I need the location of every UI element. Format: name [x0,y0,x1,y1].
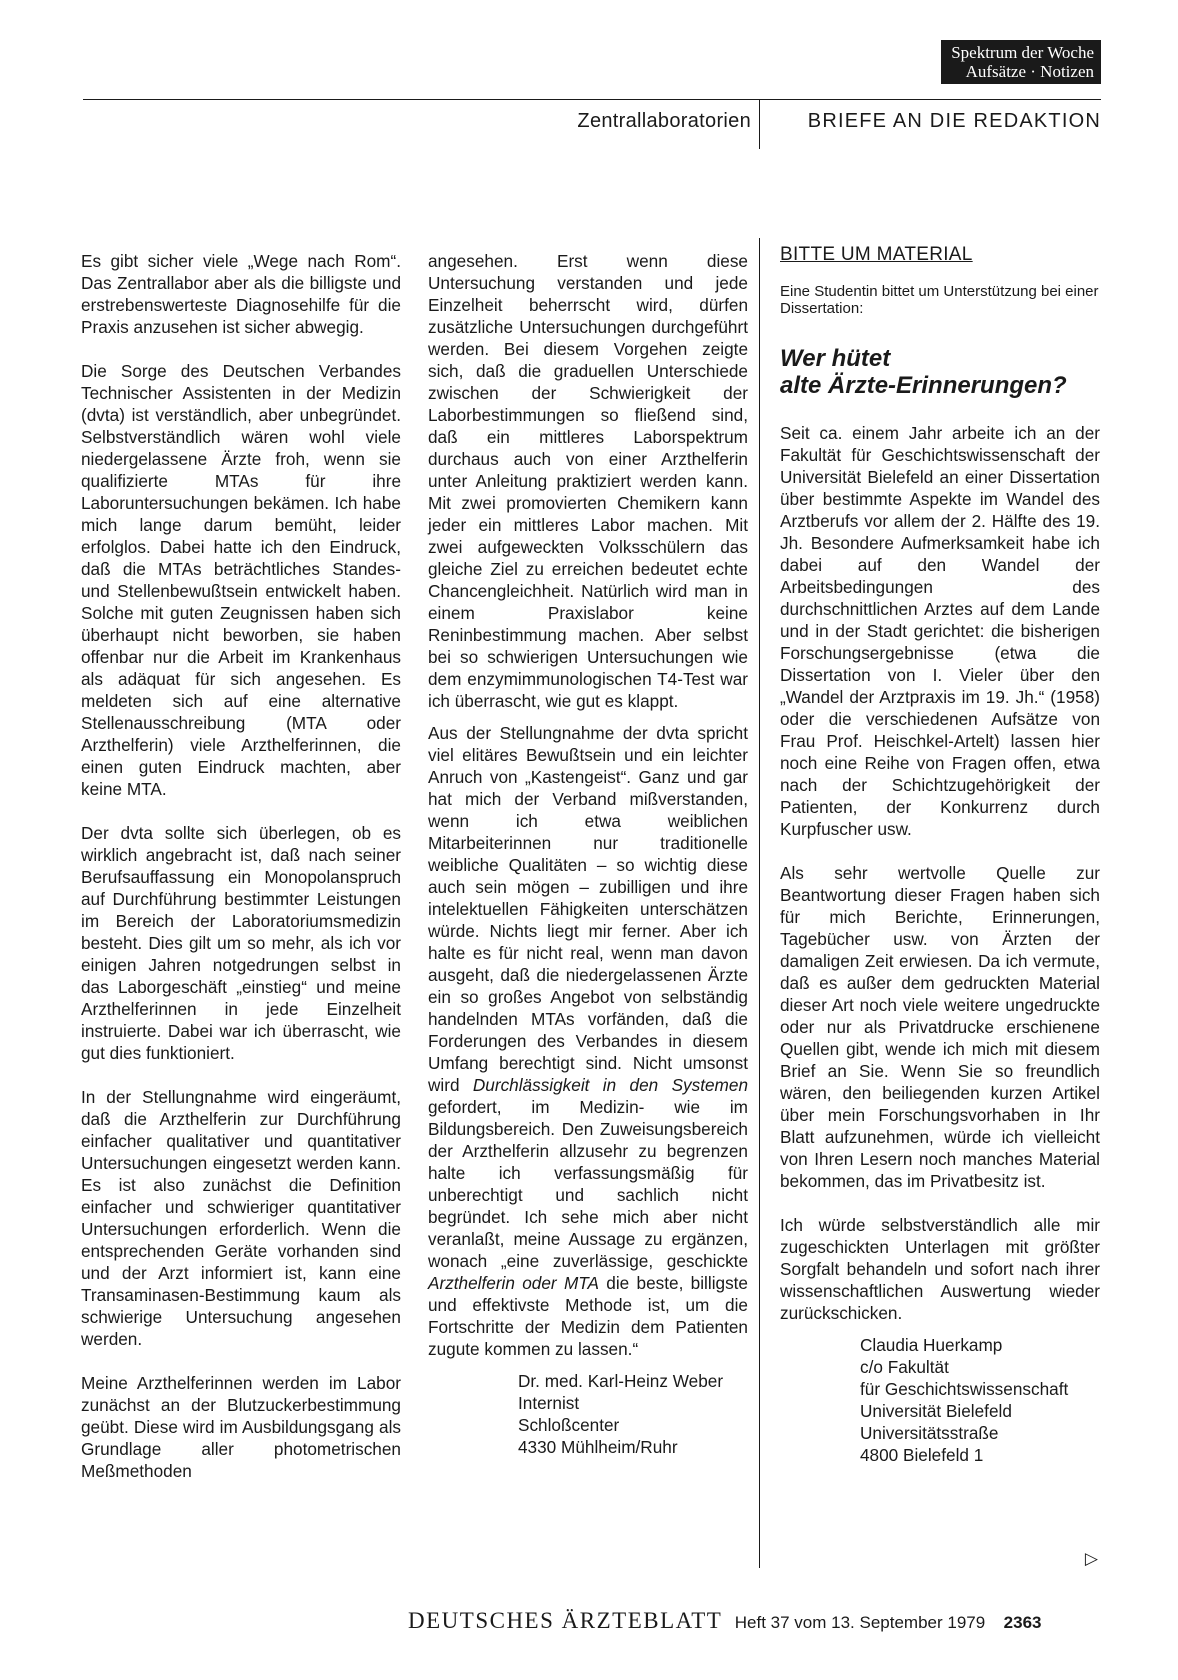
signature-line: Universität Bielefeld [860,1401,1012,1421]
continue-arrow-icon: ▷ [1084,1549,1098,1568]
signature-line: für Geschichtswissenschaft [860,1379,1069,1399]
letter2-paragraph-3: Ich würde selbstverständlich alle mir zugeschickten Unterlagen mit größter Sorgfalt behandeln und sofort nach ihrer wissenschaftlichen Auswertung wieder zurückschicken. [780,1215,1100,1323]
journal-name: DEUTSCHES ÄRZTEBLATT [408,1608,723,1633]
header-rule [83,99,1101,100]
letter1-column-2 [428,250,748,1458]
letter2-intro: Eine Studentin bittet um Unterstützung bei einer Dissertation: [780,283,1099,317]
p6-text-2: gefordert, im Medizin- wie im Bildungsbereich. Den Zuweisungsbereich der Arzthelferin allzusehr zu begrenzen halte ich verfassungsmäßig für unberechtigt und sachlich nicht begründet. Ich sehe mich aber nicht veranlaßt, meine Aussage zu ergänzen, wonach „eine zuverlässige, geschickte [428,1097,748,1271]
letter1-paragraph-1: Es gibt sicher viele „Wege nach Rom“. Das Zentrallabor aber als die billigste und erstrebenswerteste Diagnosehilfe für die Praxis anzusehen ist sicher abwegig. [81,251,401,337]
header-divider [759,99,760,149]
letter1-paragraph-5-cont: angesehen. Erst wenn diese Untersuchung verstanden und jede Einzelheit beherrscht wird, dürfen zusätzliche Untersuchungen durchgeführt werden. Bei diesem Vorgehen zeigte sich, daß die graduellen Unterschiede zwischen der Schwierigkeit der Laborbestimmungen so fließend sind, daß ein mittleres Laborspektrum durchaus auch von einer Arzthelferin unter Anleitung praktiziert werden kann. Mit zwei promovierten Chemikern kann jeder ein mittleres Labor machen. Mit zwei aufgeweckten Volksschülern das gleiche Ziel zu erreichen bedeutet echte Chancengleichheit. Natürlich wird man in einem Praxislabor keine Reninbestimmung machen. Aber selbst bei so schwierigen Untersuchungen wie dem enzymimmunologischen T4-Test war ich überrascht, wie gut es klappt. [428,251,748,711]
p6-italic-2: Arzthelferin oder MTA [428,1273,599,1293]
p6-italic-1: Durchlässigkeit in den Systemen [472,1075,748,1095]
letter1-paragraph-6 [428,722,748,1360]
signature-line: 4330 Mühlheim/Ruhr [518,1437,678,1457]
page-number: 2363 [1003,1613,1042,1632]
signature-line: Universitätsstraße [860,1423,999,1443]
letter2-column [780,422,1100,1466]
letter2-paragraph-2: Als sehr wertvolle Quelle zur Beantwortung dieser Fragen haben sich für mich Berichte, Erinnerungen, Tagebücher usw. von Ärzten der damaligen Zeit erwiesen. Da ich vermute, daß es außer dem gedruckten Material dieser Art noch viele weitere ungedruckte oder nur als Privatdrucke erschienene Quellen gibt, wende ich mich mit diesem Brief an Sie. Wenn Sie so freundlich wären, den beiliegenden kurzen Artikel über mein Forschungsvorhaben in Ihr Blatt aufzunehmen, würde ich vielleicht von Ihren Lesern noch manches Material bekommen, das im Privatbesitz ist. [780,863,1100,1191]
letter1-paragraph-2: Die Sorge des Deutschen Verbandes Technischer Assistenten in der Medizin (dvta) ist verständlich, aber unbegründet. Selbstverständlich wären wohl viele niedergelassene Ärzte froh, wenn sie qualifizierte MTAs für ihre Laboruntersuchungen bekämen. Ich habe mich lange darum bemüht, leider erfolglos. Dabei hatte ich den Eindruck, daß die MTAs beträchtliches Standes- und Stellenbewußtsein entwickelt haben. Solche mit guten Zeugnissen haben sich überhaupt nicht beworben, sie haben offenbar nur die Arbeit im Krankenhaus als adäquat für sich angesehen. Es meldeten sich auf eine alternative Stellenausschreibung (MTA oder Arzthelferin) viele Arzthelferinnen, die einen guten Eindruck machten, aber keine MTA. [81,361,401,799]
signature-line: c/o Fakultät [860,1357,949,1377]
signature-line: Claudia Huerkamp [860,1335,1003,1355]
letter1-paragraph-5: Meine Arzthelferinnen werden im Labor zunächst an der Blutzuckerbestimmung geübt. Diese wird im Ausbildungsgang als Grundlage aller photometrischen Meßmethoden [81,1373,401,1481]
letter2-headline [780,345,1100,399]
signature-line: Internist [518,1393,580,1413]
signature-line: Schloßcenter [518,1415,620,1435]
badge-line-2: Aufsätze · Notizen [965,62,1094,81]
p6-text-1: Aus der Stellungnahme der dvta spricht viel elitäres Bewußtsein und ein leichter Anruch von „Kastengeist“. Ganz und gar hat mich der Verband mißverstanden, wenn ich etwa weiblichen Mitarbeiterinnen nur traditionelle weibliche Qualitäten – so wichtig diese auch sein mögen – zubilligen und ihre intelektuellen Fähigkeiten unterschätzen würde. Nichts liegt mir ferner. Aber ich halte es für nicht real, wenn man davon ausgeht, daß die niedergelassenen Ärzte ein so großes Angebot von selbständig handelnden MTAs vorfänden, daß die Forderungen des Verbandes in diesem Umfang berechtigt sind. Nicht umsonst wird [428,723,748,1095]
page-footer [408,1608,1041,1634]
badge-line-1: Spektrum der Woche [951,43,1094,62]
letter2-signature [860,1334,1100,1466]
column-divider [759,238,760,1568]
letter2-paragraph-1: Seit ca. einem Jahr arbeite ich an der Fakultät für Geschichtswissenschaft der Universität Bielefeld an einer Dissertation über bestimmte Aspekte im Wandel des Arztberufs vor allem der 2. Hälfte des 19. Jh. Besondere Aufmerksamkeit habe ich dabei auf den Wandel der Arbeitsbedingungen des durchschnittlichen Arztes auf dem Lande und in der Stadt gerichtet: die bisherigen Forschungsergebnisse (etwa die Dissertation von I. Vieler über den „Wandel der Arztpraxis im 19. Jh.“ (1958) oder die verschiedenen Aufsätze von Frau Prof. Heischkel-Artelt) lassen hier noch eine Reihe von Fragen offen, etwa nach der Schichtzugehörigkeit der Patienten, der Konkurrenz durch Kurpfuscher usw. [780,423,1100,839]
letter1-paragraph-3: Der dvta sollte sich überlegen, ob es wirklich angebracht ist, daß nach seiner Berufsauffassung ein Monopolanspruch auf Durchführung bestimmter Leistungen im Bereich der Laboratoriumsmedizin besteht. Dies gilt um so mehr, als ich vor einigen Jahren notgedrungen selbst in das Laborgeschäft „einstieg“ und meine Arzthelferinnen in jede Einzelheit instruierte. Dabei war ich überrascht, wie gut dies funktioniert. [81,823,401,1063]
letter1-column-1 [81,250,401,1504]
letter1-paragraph-4: In der Stellungnahme wird eingeräumt, daß die Arzthelferin zur Durchführung einfacher qualitativer und quantitativer Untersuchungen eingesetzt werden kann. Es ist also zunächst die Definition einfacher und schwieriger quantitativer Untersuchungen erforderlich. Wenn die entsprechenden Geräte vorhanden sind und der Arzt informiert ist, kann eine Transaminasen-Bestimmung kaum als schwierige Untersuchung angesehen werden. [81,1087,401,1349]
signature-line: Dr. med. Karl-Heinz Weber [518,1371,724,1391]
section-title-right: BRIEFE AN DIE REDAKTION [807,110,1101,132]
p6-text-3: die beste, billigste und effektivste Methode ist, um die Fortschritte der Medizin dem Patienten zugute kommen zu lassen.“ [428,1273,748,1359]
section-title-left: Zentrallaboratorien [577,110,751,132]
section-badge [941,40,1101,84]
letter2-kicker: BITTE UM MATERIAL [780,244,973,265]
headline-line-2: alte Ärzte-Erinnerungen? [780,372,1067,399]
signature-line: 4800 Bielefeld 1 [860,1445,984,1465]
letter1-signature [518,1370,748,1458]
headline-line-1: Wer hütet [780,345,891,372]
issue-info: Heft 37 vom 13. September 1979 [734,1613,986,1632]
